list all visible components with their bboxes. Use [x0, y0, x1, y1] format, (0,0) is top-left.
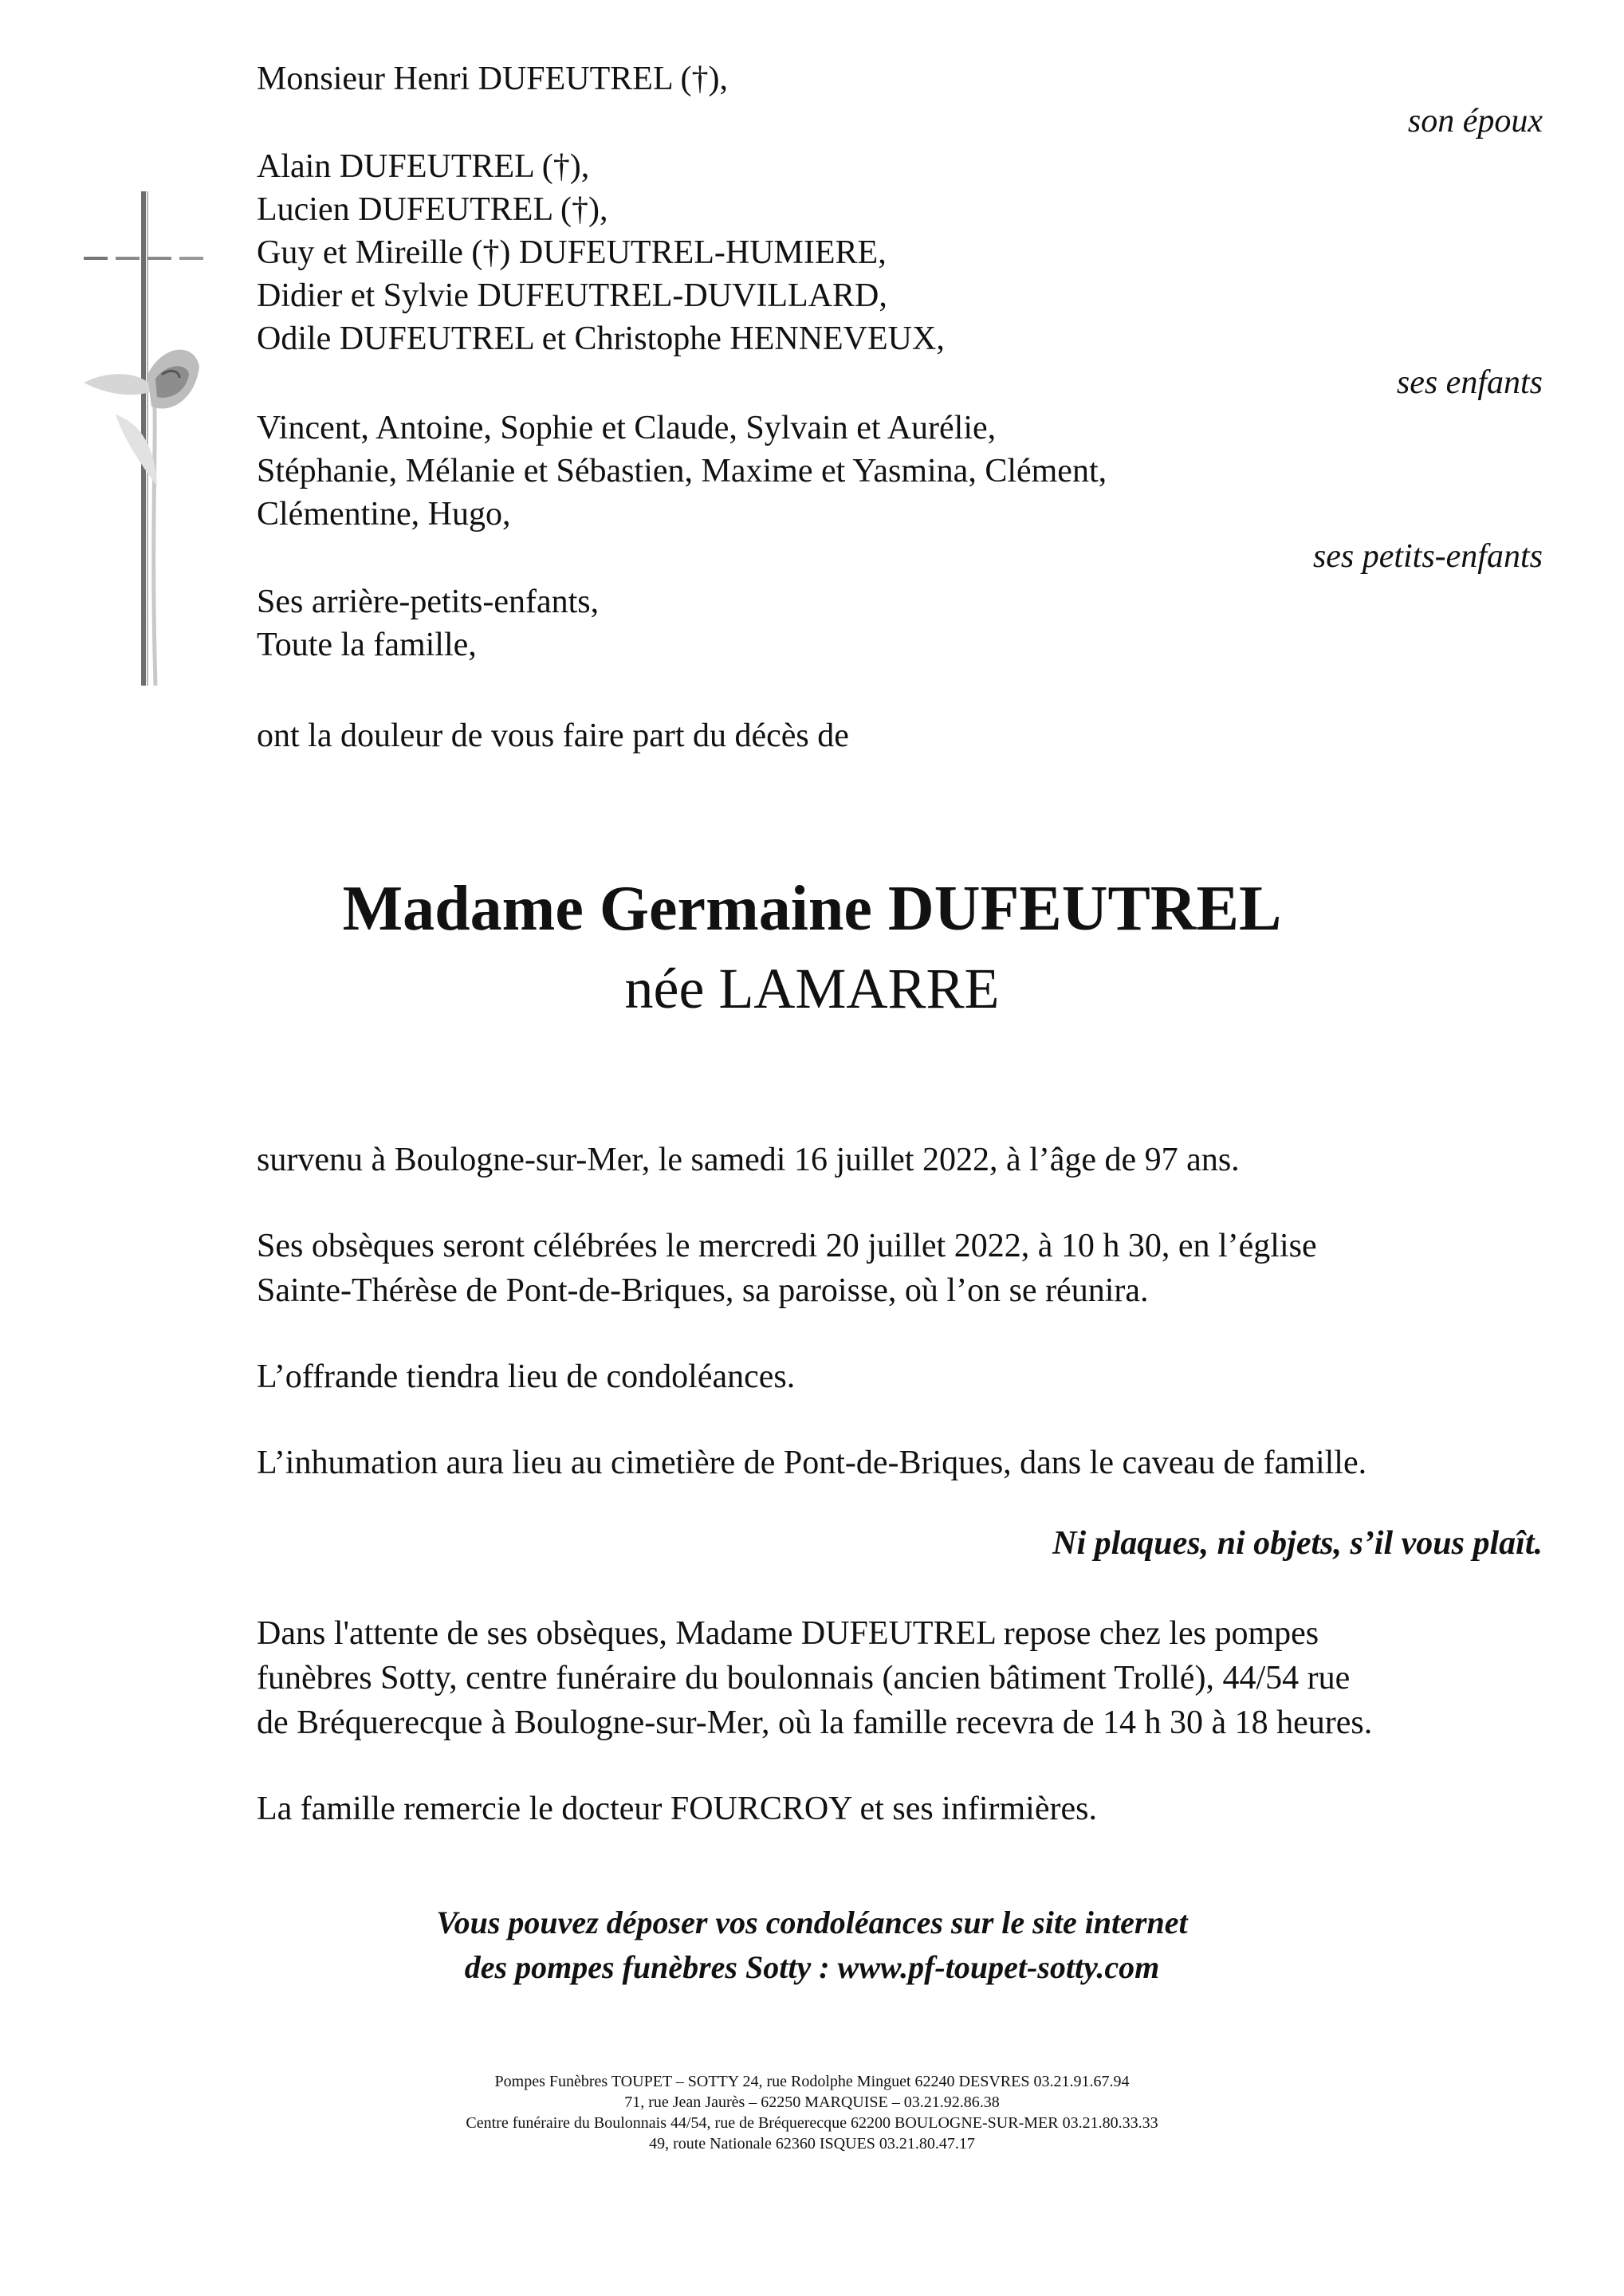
child-line: Lucien DUFEUTREL (†),: [257, 191, 608, 228]
rest-details-line: funèbres Sotty, centre funéraire du boulonnais (ancien bâtiment Trollé), 44/54 rue: [257, 1660, 1351, 1696]
deceased-maiden-name: née LAMARRE: [624, 957, 1000, 1020]
grandchildren-role: ses petits-enfants: [1312, 538, 1543, 575]
funeral-details-line: Sainte-Thérèse de Pont-de-Briques, sa paroisse, où l’on se réunira.: [257, 1272, 1149, 1309]
footer-address-line: 71, rue Jean Jaurès – 62250 MARQUISE – 03.21.92.86.38: [624, 2094, 1000, 2111]
deceased-name: Madame Germaine DUFEUTREL: [342, 874, 1282, 944]
children-role: ses enfants: [1396, 364, 1543, 401]
rest-details-line: de Bréquerecque à Boulogne-sur-Mer, où la famille recevra de 14 h 30 à 18 heures.: [257, 1704, 1373, 1741]
no-plaques-note: Ni plaques, ni objets, s’il vous plaît.: [1052, 1525, 1543, 1562]
other-family-line: Ses arrière-petits-enfants,: [257, 584, 600, 620]
footer-address-line: Pompes Funèbres TOUPET – SOTTY 24, rue Rodolphe Minguet 62240 DESVRES 03.21.91.67.94: [494, 2073, 1130, 2090]
other-family-line: Toute la famille,: [257, 627, 477, 663]
husband-line: Monsieur Henri DUFEUTREL (†),: [257, 61, 729, 97]
child-line: Guy et Mireille (†) DUFEUTREL-HUMIERE,: [257, 234, 887, 271]
burial-details: L’inhumation aura lieu au cimetière de Pont-de-Briques, dans le caveau de famille.: [257, 1445, 1367, 1481]
website-note-line: Vous pouvez déposer vos condoléances sur le site internet: [436, 1905, 1188, 1940]
child-line: Alain DUFEUTREL (†),: [257, 148, 590, 185]
child-line: Didier et Sylvie DUFEUTREL-DUVILLARD,: [257, 277, 887, 314]
footer-address-line: Centre funéraire du Boulonnais 44/54, rue de Bréquerecque 62200 BOULOGNE-SUR-MER 03.21.80.33.33: [466, 2114, 1158, 2132]
grandchild-line: Clémentine, Hugo,: [257, 496, 511, 533]
thanks-note: La famille remercie le docteur FOURCROY et ses infirmières.: [257, 1791, 1097, 1827]
announcement-line: ont la douleur de vous faire part du décès de: [257, 718, 849, 754]
child-line: Odile DUFEUTREL et Christophe HENNEVEUX,: [257, 320, 945, 357]
rest-details-line: Dans l'attente de ses obsèques, Madame DUFEUTREL repose chez les pompes: [257, 1615, 1319, 1652]
husband-role: son époux: [1407, 103, 1543, 140]
offering-note: L’offrande tiendra lieu de condoléances.: [257, 1358, 796, 1395]
website-note-line: des pompes funèbres Sotty : www.pf-toupet-sotty.com: [464, 1949, 1160, 1985]
grandchild-line: Stéphanie, Mélanie et Sébastien, Maxime et Yasmina, Clément,: [257, 453, 1107, 489]
grandchild-line: Vincent, Antoine, Sophie et Claude, Sylvain et Aurélie,: [257, 410, 997, 446]
cross-with-calla-lily-icon: [68, 183, 227, 694]
death-details: survenu à Boulogne-sur-Mer, le samedi 16 juillet 2022, à l’âge de 97 ans.: [257, 1142, 1240, 1178]
footer-address-line: 49, route Nationale 62360 ISQUES 03.21.80.47.17: [649, 2135, 975, 2152]
funeral-details-line: Ses obsèques seront célébrées le mercredi 20 juillet 2022, à 10 h 30, en l’église: [257, 1228, 1317, 1264]
